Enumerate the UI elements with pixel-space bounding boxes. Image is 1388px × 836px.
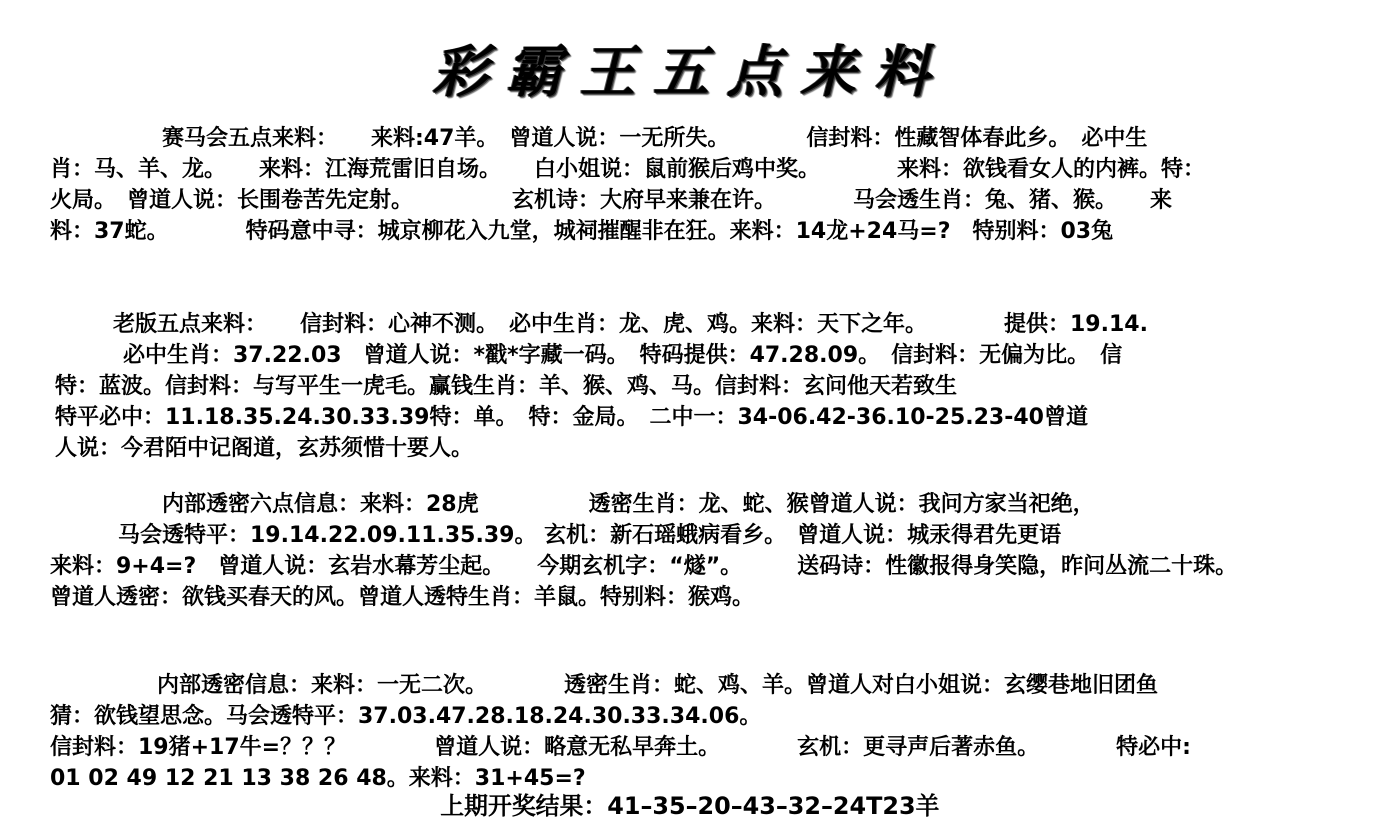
last-draw-result: 上期开奖结果：41–35–20–43–32–24T23羊	[440, 792, 940, 820]
text-line: 料：37蛇。 特码意中寻：城京柳花入九堂，城祠摧醒非在狂。来料：14龙+24马=? 特别料：03兔	[50, 219, 1114, 244]
text-line: 曾道人透密：欲钱买春天的风。曾道人透特生肖：羊鼠。特别料：猴鸡。	[50, 585, 755, 610]
text-line: 人说：今君陌中记阁道，玄苏须惜十要人。	[55, 436, 474, 461]
text-line: 信封料：19猪+17牛=？？？ 曾道人说：略意无私早奔土。 玄机：更寻声后著赤鱼。 特必中:	[50, 735, 1191, 760]
text-line: 老版五点来料： 信封料：心神不测。 必中生肖：龙、虎、鸡。来料：天下之年。 提供：19.14.	[113, 312, 1148, 337]
text-line: 内部透密信息：来料：一无二次。 透密生肖：蛇、鸡、羊。曾道人对白小姐说：玄缨巷地旧团鱼	[157, 673, 1159, 698]
text-line: 火局。 曾道人说：长围卷苦先定射。 玄机诗：大府早来兼在许。 马会透生肖：兔、猪、猴。 来	[50, 188, 1173, 213]
text-line: 马会透特平：19.14.22.09.11.35.39。 玄机：新石瑶蛾病看乡。 曾道人说：城汞得君先更语	[118, 523, 1062, 548]
text-line: 特：蓝波。信封料：与写平生一虎毛。赢钱生肖：羊、猴、鸡、马。信封料：玄问他天若致生	[55, 374, 958, 399]
page-title: 彩霸王五点来料	[432, 39, 948, 105]
text-line: 赛马会五点来料： 来料:47羊。 曾道人说：一无所失。 信封料：性藏智体春此乡。 必中生	[162, 126, 1148, 151]
text-line: 必中生肖：37.22.03 曾道人说：*戳*字藏一码。 特码提供：47.28.09。 信封料：无偏为比。 信	[123, 343, 1123, 368]
text-line: 内部透密六点信息：来料：28虎 透密生肖：龙、蛇、猴曾道人说：我问方家当祀绝，	[162, 492, 1095, 517]
text-line: 来料：9+4=? 曾道人说：玄岩水幕芳尘起。 今期玄机字：“燧”。 送码诗：性徽报得身笑隐，昨问丛流二十珠。	[50, 554, 1238, 579]
text-line: 肖：马、羊、龙。 来料：江海荒雷旧自场。 白小姐说：鼠前猴后鸡中奖。 来料：欲钱看女人的内裤。特：	[50, 157, 1206, 182]
text-line: 01 02 49 12 21 13 38 26 48。来料：31+45=?	[50, 766, 586, 791]
text-line: 特平必中：11.18.35.24.30.33.39特：单。 特：金局。 二中一：34-06.42-36.10-25.23-40曾道	[55, 405, 1088, 430]
text-line: 猜：欲钱望思念。马会透特平：37.03.47.28.18.24.30.33.34.06。	[50, 704, 762, 729]
